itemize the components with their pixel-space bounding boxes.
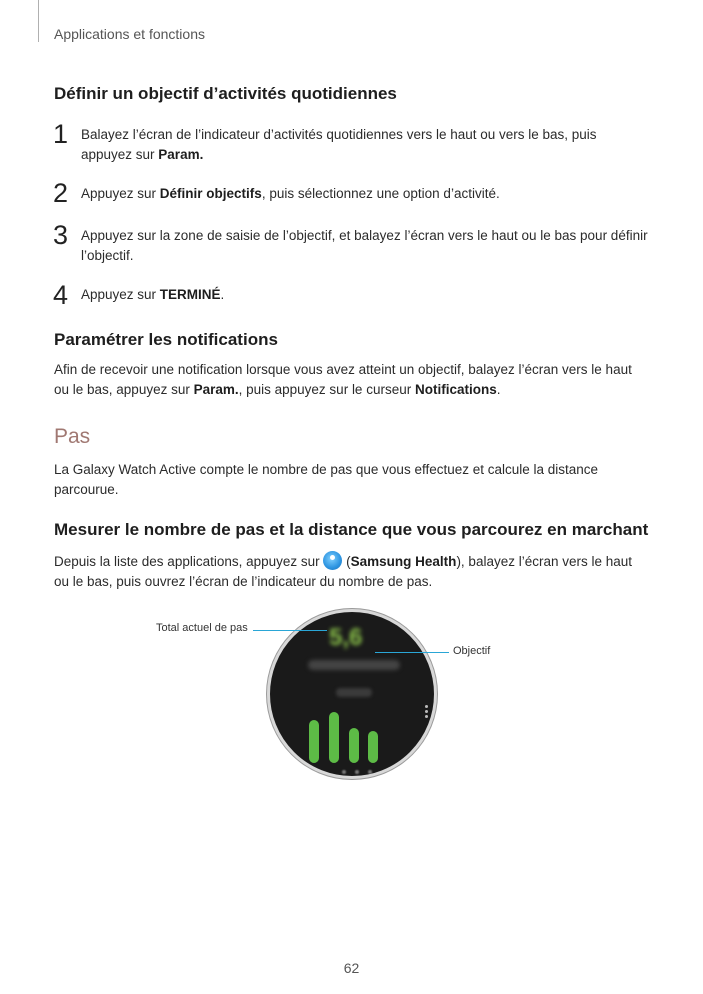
notifications-paragraph: Afin de recevoir une notification lorsque vous avez atteint un objectif, balayez l’écran vers le haut ou le bas, appuyez sur Param., puis appuyez sur le curseur Notifications. [54, 362, 632, 397]
running-header: Applications et fonctions [54, 26, 205, 42]
callout-line-goal [375, 652, 449, 653]
step-number-3: 3 [53, 220, 69, 250]
section-heading-measure: Mesurer le nombre de pas et la distance que vous parcourez en marchant [54, 520, 649, 539]
step-count-blurred: 5,6 [329, 624, 363, 651]
page-indicator-dots [332, 770, 382, 774]
step-text-1: Balayez l’écran de l’indicateur d’activités quotidiennes vers le haut ou vers le bas, puis appuyez sur Param. [81, 127, 597, 162]
step-number-2: 2 [53, 178, 69, 208]
watch-face [267, 609, 437, 779]
callout-label-goal: Objectif [453, 645, 491, 657]
pas-intro-paragraph: La Galaxy Watch Active compte le nombre de pas que vous effectuez et calcule la distance parcourue. [54, 462, 599, 497]
callout-line-total [253, 630, 327, 631]
activity-bar [368, 731, 378, 763]
section-title-pas: Pas [54, 425, 91, 448]
goal-line-blurred [308, 660, 400, 670]
activity-bar [309, 720, 319, 763]
step-number-1: 1 [53, 119, 69, 149]
margin-rule [38, 0, 39, 42]
samsung-health-icon [323, 551, 342, 570]
activity-bar [349, 728, 359, 763]
callout-label-total: Total actuel de pas [156, 622, 248, 634]
watch-figure [0, 600, 703, 790]
step-number-4: 4 [53, 280, 69, 310]
activity-bar [329, 712, 339, 763]
step-text-4: Appuyez sur TERMINÉ. [81, 287, 225, 302]
step-text-2: Appuyez sur Définir objectifs, puis sélectionnez une option d’activité. [81, 186, 500, 201]
section-heading-goal: Définir un objectif d’activités quotidiennes [54, 84, 397, 103]
more-options-icon [425, 705, 428, 720]
measure-paragraph: Depuis la liste des applications, appuyez sur (Samsung Health), balayez l’écran vers le haut ou le bas, puis ouvrez l’écran de l’indicateur du nombre de pas. [54, 551, 649, 592]
step-text-3: Appuyez sur la zone de saisie de l’objectif, et balayez l’écran vers le haut ou le bas pour définir l’objectif. [81, 228, 648, 263]
page-number: 62 [343, 960, 360, 976]
distance-blurred [336, 688, 372, 697]
section-heading-notifications: Paramétrer les notifications [54, 330, 278, 349]
